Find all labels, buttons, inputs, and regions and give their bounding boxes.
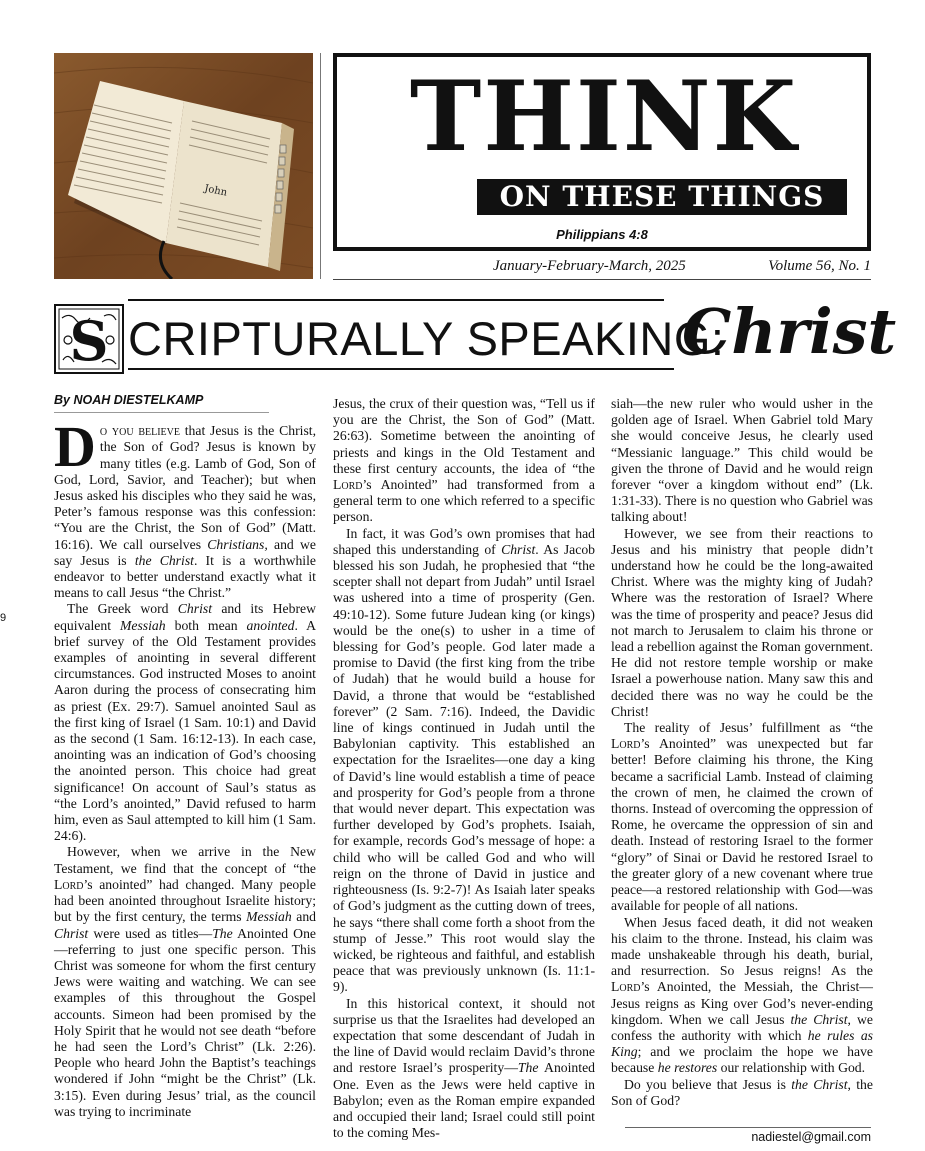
paragraph: Do you believe that Jesus is the Christ, the Son of God? [611, 1076, 873, 1108]
headline-script: Christ [682, 295, 897, 368]
article-headline [54, 295, 897, 380]
ornate-initial [54, 304, 124, 374]
article-column-2 [333, 396, 595, 1141]
article-column-1 [54, 392, 316, 1120]
byline: By NOAH DIESTELKAMP [54, 392, 269, 413]
article-column-3 [611, 396, 873, 1109]
headline-rule-top [128, 299, 664, 301]
issue-date: January-February-March, 2025 [493, 258, 686, 274]
masthead-divider [320, 53, 321, 279]
ornate-initial-icon [54, 304, 124, 374]
paragraph: siah—the new ruler who would usher in the golden age of Israel. When Gabriel told Mary she would conceive Jesus, he clearly used “Messianic language.” This child would be given the throne of David and he would reign forever “over a kingdom without end” (Lk. 1:31-33). There is no question who Gabriel was talking about! [611, 396, 873, 525]
paragraph: The reality of Jesus’ fulfillment as “the Lord’s Anointed” was unexpected but far better! Before claiming his throne, the King became a sacrificial Lamb. Instead of claiming the crown of men, he claimed the crown of thorns. Instead of overcoming the oppression of Rome, he overcame the oppression of sin and death. Instead of restoring Israel to the former “glory” of Sinai or David he restored Israel to the greater glory of a new covenant where true peace—a restored relationship with God—was available for people of all nations. [611, 720, 873, 914]
masthead-title: THINK [409, 60, 799, 173]
bible-illustration [54, 53, 313, 279]
paragraph: When Jesus faced death, it did not weaken his claim to the throne. Instead, his claim was made unshakeable through his death, burial, and resurrection. So Jesus reigns! As the Lord’s Anointed, the Messiah, the Christ—Jesus reigns as King over God’s never-ending kingdom. When we call Jesus the Christ, we confess the authority with which he rules as King; and we proclaim the hope we have because he restores our relationship with God. [611, 914, 873, 1076]
paragraph: The Greek word Christ and its Hebrew equivalent Messiah both mean anointed. A brief survey of the Old Testament provides examples of anointing in several different circumstances. God instructed Moses to anoint Aaron during the process of consecrating him as priest (Ex. 29:7). Samuel anointed Saul as the first king of Israel (1 Sam. 10:1) and David as the second (1 Sam. 16:12-13). In each case, anointing was an indication of God’s choosing the anointed person. This choice had great significance! On account of Saul’s status as “the Lord’s anointed,” David refused to harm him, even as Saul attempted to kill him (1 Sam. 24:6). [54, 601, 316, 844]
bible-photo [54, 53, 313, 279]
headline-rule-bottom [128, 368, 674, 370]
headline-text: CRIPTURALLY SPEAKING: [128, 312, 725, 365]
drop-cap: D [54, 414, 96, 480]
masthead-subtitle: ON THESE THINGS [477, 179, 847, 215]
masthead [333, 53, 871, 251]
page-label: John [203, 183, 229, 199]
author-email[interactable]: nadiestel@gmail.com [625, 1127, 871, 1144]
dateline [333, 257, 871, 280]
paragraph: However, when we arrive in the New Testament, we find that the concept of “the Lord’s anointed” had changed. Many people had been anointed throughout Israelite history; but by the first century, the terms Messiah and Christ were used as titles—The Anointed One—referring to just one specific person. This Christ was someone for whom the first century Jews were waiting and watching. We can see examples of this throughout the Gospel accounts. Simeon had been promised by the Holy Spirit that he would not see death “before he had seen the Lord’s Christ” (Lk. 2:26). People who heard John the Baptist’s teachings wondered if John “might be the Christ” (Lk. 3:15). Even during Jesus’ trial, as the council was trying to incriminate [54, 844, 317, 1119]
paragraph: In this historical context, it should not surprise us that the Israelites had developed an expectation that some descendant of Judah in the line of David would reclaim David’s throne and restore Israel’s prosperity—The Anointed One. Even as the Jews were held captive in Babylon; even as the Roman empire expanded and occupied their land; Israel could still point to the coming Mes- [333, 995, 595, 1141]
paragraph: In fact, it was God’s own promises that had shaped this understanding of Christ. As Jacob blessed his son Judah, he prophesied that “the scepter shall not depart from Judah” until Israel was ushered into a time of prosperity (Gen. 49:10-12). Some future Judean king (or kings) would be the one(s) to usher in a time of blessing for God’s people. God later made a promise to David (the first king from the tribe of Judah) that he would build a house for David, a throne that would be “established forever” (2 Sam. 7:16). Indeed, the Davidic line of kings continued in Judah until the Babylonian captivity. This established an expectation for the Israelites—one day a king of David’s line would establish a time of peace and prosperity for God’s people from a throne that would never depart. This expectation was further developed by God’s prophets. Isaiah, for example, records God’s message of hope: a child who will be called God and who will reign on the throne of David in justice and righteousness (Is. 9:2-7)! As Isaiah later speaks of God’s judgment as the cutting down of trees, he says “there shall come forth a shoot from the stump of Jesse.” This root would slay the wicked, be righteous and faithful, and establish peace that was previously unknown (Is. 11:1-9). [333, 525, 596, 995]
ornate-initial-letter: S [69, 309, 109, 373]
margin-mark: 9 [0, 612, 7, 624]
paragraph: Jesus, the crux of their question was, “Tell us if you are the Christ, the Son of God” (Matt. 26:63). Sometime between the anointing of priests and kings in the Old Testament and these first century accounts, the idea of “the Lord’s Anointed” had transformed from a general term to one which referred to a specific person. [333, 396, 595, 525]
scripture-reference: Philippians 4:8 [556, 227, 648, 242]
issue-volume: Volume 56, No. 1 [768, 258, 871, 274]
paragraph: However, we see from their reactions to Jesus and his ministry that people didn’t understand how he could be the long-awaited Christ. Where was the mighty king of Judah? Where was the restoration of Israel? Where was the time of prosperity and peace? Jesus did not march to Jerusalem to claim his throne or lead a rebellion against the Roman government. He did not restore temple worship or make Israel a powerhouse nation. Many saw this and decided there was no way he could be the Christ! [611, 525, 873, 719]
paragraph: Do you believe that Jesus is the Christ, the Son of God? Jesus is known by many titles (e.g. Lamb of God, Son of God, Lord, Savior, and Teacher); but when Jesus asked his disciples who they said he was, Peter’s famous response was this confession: “You are the Christ, the Son of God” (Matt. 16:16). We call ourselves Christians, and we say Jesus is the Christ. It is a worthwhile endeavor to better understand exactly what it means to call Jesus “the Christ.” [54, 414, 316, 601]
